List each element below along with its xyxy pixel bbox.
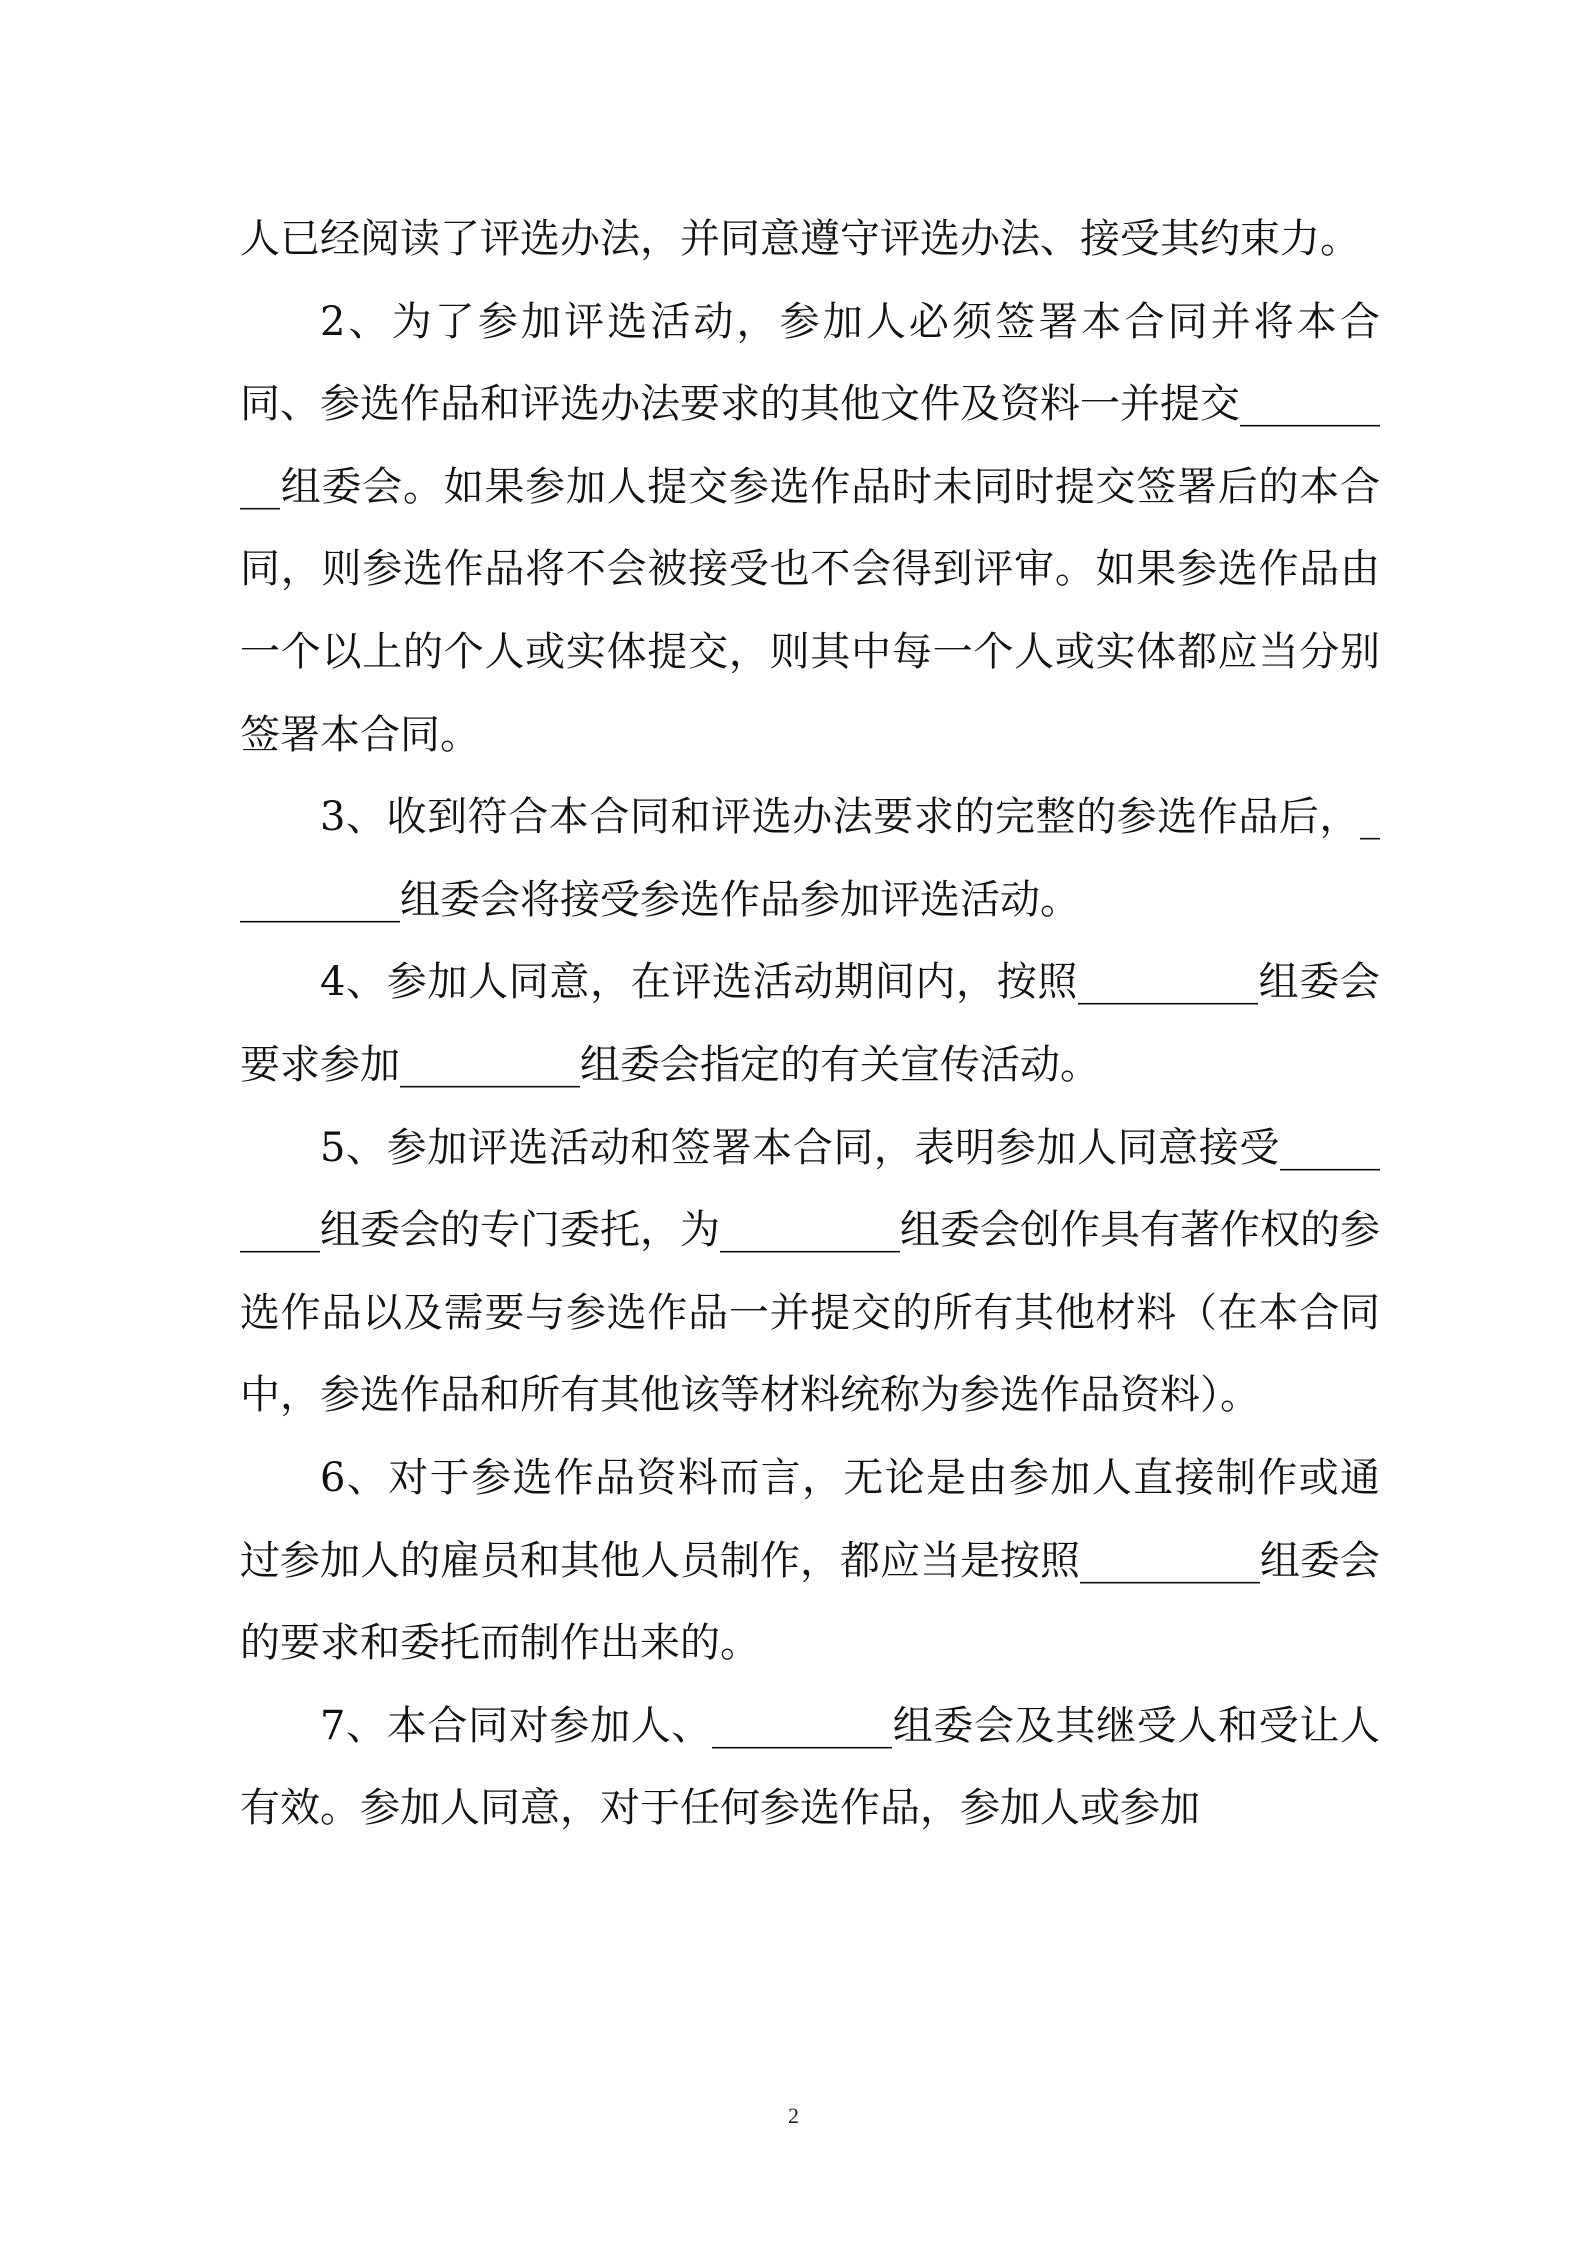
paragraph-clause-3: 3、收到符合本合同和评选办法要求的完整的参选作品后，_________组委会将接受参选作品参加评选活动。 — [240, 794, 1380, 923]
document-body — [240, 198, 1380, 1850]
paragraph-clause-7: 7、本合同对参加人、_________组委会及其继受人和受让人有效。参加人同意，对于任何参选作品，参加人或参加 — [240, 1702, 1380, 1832]
paragraph-continuation: 人已经阅读了评选办法，并同意遵守评选办法、接受其约束力。 — [240, 216, 1360, 262]
page-number: 2 — [788, 2103, 799, 2128]
paragraph-clause-6: 6、对于参选作品资料而言，无论是由参加人直接制作或通过参加人的雇员和其他人员制作，都应当是按照_________组委会的要求和委托而制作出来的。 — [240, 1454, 1380, 1667]
paragraph-clause-4: 4、参加人同意，在评选活动期间内，按照_________组委会要求参加_________组委会指定的有关宣传活动。 — [240, 959, 1380, 1088]
paragraph-clause-5: 5、参加评选活动和签署本合同，表明参加人同意接受_________组委会的专门委托，为_________组委会创作具有著作权的参选作品以及需要与参选作品一并提交的所有其他材料（在本合同中，参选作品和所有其他该等材料统称为参选作品资料）。 — [240, 1124, 1380, 1419]
paragraph-clause-2: 2、为了参加评选活动，参加人必须签署本合同并将本合同、参选作品和评选办法要求的其他文件及资料一并提交_________组委会。如果参加人提交参选作品时未同时提交签署后的本合同，则参选作品将不会被接受也不会得到评审。如果参选作品由一个以上的个人或实体提交，则其中每一个人或实体都应当分别签署本合同。 — [240, 298, 1380, 758]
